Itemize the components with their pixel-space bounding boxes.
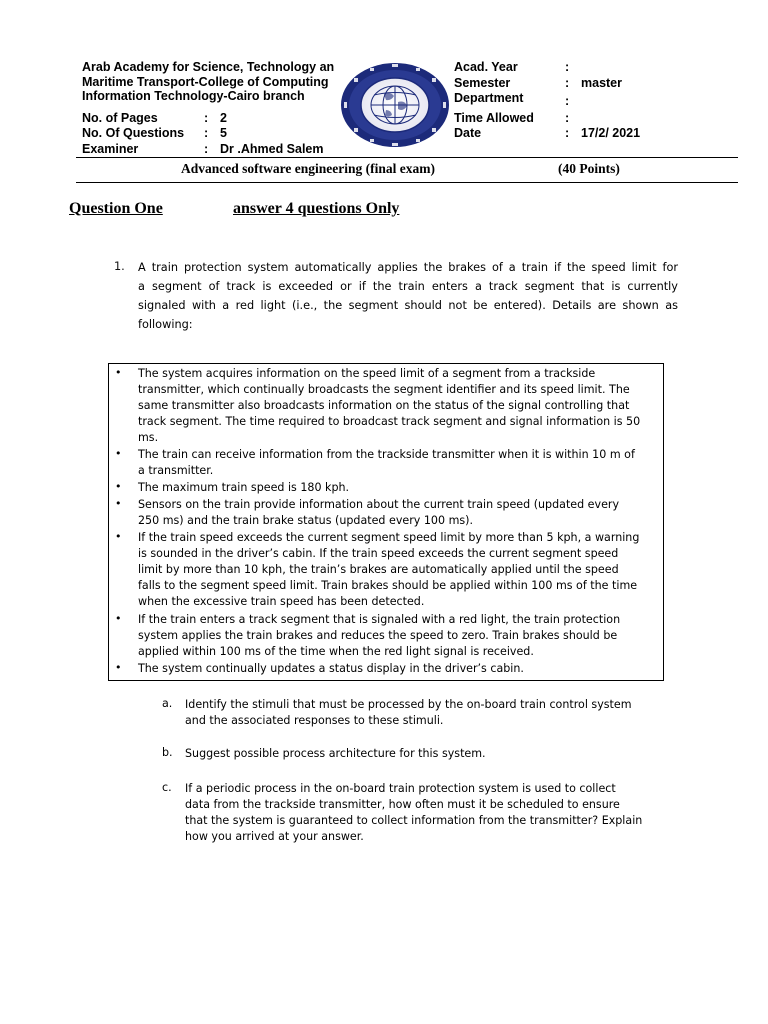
bullet-icon: • (115, 530, 122, 543)
bullet-icon: • (115, 612, 122, 625)
title-rule-bottom (76, 182, 738, 183)
sub-item-c-line: data from the trackside transmitter, how often must it be scheduled to ensure (185, 798, 620, 811)
institution-line-3: Information Technology-Cairo branch (82, 89, 305, 103)
field-label-date: Date (454, 126, 482, 140)
globe-seal-icon (340, 62, 450, 148)
field-label-examiner: Examiner (82, 142, 139, 156)
sub-item-c-line: that the system is guaranteed to collect information from the transmitter? Explain (185, 814, 643, 827)
field-label-acad-year: Acad. Year (454, 60, 518, 74)
bullet-line: The system acquires information on the speed limit of a segment from a trackside (138, 367, 596, 380)
bullet-line: Sensors on the train provide information about the current train speed (updated every (138, 498, 620, 511)
bullet-line: transmitter, which continually broadcasts the segment identifier and its speed limit. The (138, 383, 630, 396)
bullet-line: The train can receive information from the trackside transmitter when it is within 10 m of (138, 448, 635, 461)
exam-points: (40 Points) (558, 161, 620, 176)
bullet-line: The system continually updates a status display in the driver’s cabin. (138, 662, 524, 675)
bullet-line: applied within 100 ms of the time when the red light signal is received. (138, 645, 534, 658)
intro-line: signaled with a red light (i.e., the segment should not be entered). Details are shown as (138, 299, 678, 312)
bullet-line: If the train speed exceeds the current segment speed limit by more than 5 kph, a warning (138, 531, 640, 544)
sub-item-letter-a: a. (162, 697, 173, 710)
field-label-semester: Semester (454, 76, 511, 90)
bullet-icon: • (115, 661, 122, 674)
field-sep-examiner: : (204, 142, 209, 156)
title-rule-top (76, 157, 738, 158)
field-value-examiner: Dr .Ahmed Salem (220, 142, 324, 156)
field-sep-semester: : (565, 76, 570, 90)
field-value-pages: 2 (220, 111, 227, 125)
question-heading: Question One (69, 200, 163, 217)
intro-line: following: (138, 318, 193, 331)
field-sep-department: : (565, 94, 570, 108)
bullet-icon: • (115, 480, 122, 493)
sub-item-a-line: and the associated responses to these stimuli. (185, 714, 444, 727)
intro-line: A train protection system automatically applies the brakes of a train if the speed limit for (138, 261, 678, 274)
bullet-line: same transmitter also broadcasts information on the status of the signal controlling that (138, 399, 630, 412)
field-value-semester: master (581, 76, 622, 90)
bullet-line: when the excessive train speed has been detected. (138, 595, 425, 608)
sub-item-a-line: Identify the stimuli that must be processed by the on-board train control system (185, 698, 632, 711)
bullet-icon: • (115, 366, 122, 379)
bullet-line: a transmitter. (138, 464, 214, 477)
bullet-line: ms. (138, 431, 159, 444)
bullet-line: is sounded in the driver’s cabin. If the train speed exceeds the current segment speed (138, 547, 619, 560)
question-number: 1. (114, 260, 125, 273)
sub-item-c-line: If a periodic process in the on-board train protection system is used to collect (185, 782, 616, 795)
field-sep-date: : (565, 126, 570, 140)
field-value-questions: 5 (220, 126, 227, 140)
bullet-icon: • (115, 497, 122, 510)
exam-title: Advanced software engineering (final exam) (181, 161, 435, 176)
bullet-line: falls to the segment speed limit. Train brakes should be applied within 100 ms of the time (138, 579, 638, 592)
institution-line-2: Maritime Transport-College of Computing (82, 75, 329, 89)
field-sep-questions: : (204, 126, 209, 140)
field-sep-acad-year: : (565, 60, 570, 74)
bullet-line: system applies the train brakes and reduces the speed to zero. Train brakes should be (138, 629, 618, 642)
academy-logo (340, 62, 450, 148)
field-sep-time-allowed: : (565, 111, 570, 125)
intro-line: a segment of track is exceeded or if the train enters a track segment that is currently (138, 280, 678, 293)
bullet-line: limit by more than 10 kph, the train’s brakes are automatically applied until the speed (138, 563, 619, 576)
field-sep-pages: : (204, 111, 209, 125)
field-label-department: Department (454, 91, 524, 105)
bullet-line: If the train enters a track segment that is signaled with a red light, the train protection (138, 613, 621, 626)
field-label-questions: No. Of Questions (82, 126, 185, 140)
field-label-time-allowed: Time Allowed (454, 111, 534, 125)
question-instruction: answer 4 questions Only (233, 200, 400, 217)
bullet-line: The maximum train speed is 180 kph. (138, 481, 350, 494)
field-label-pages: No. of Pages (82, 111, 158, 125)
institution-line-1: Arab Academy for Science, Technology an (82, 60, 335, 74)
bullet-icon: • (115, 447, 122, 460)
sub-item-letter-c: c. (162, 781, 172, 794)
sub-item-b-line: Suggest possible process architecture for this system. (185, 747, 486, 760)
field-value-date: 17/2/ 2021 (581, 126, 641, 140)
bullet-line: 250 ms) and the train brake status (updated every 100 ms). (138, 514, 474, 527)
bullet-line: track segment. The time required to broadcast track segment and signal information is 50 (138, 415, 641, 428)
sub-item-letter-b: b. (162, 746, 173, 759)
sub-item-c-line: how you arrived at your answer. (185, 830, 364, 843)
